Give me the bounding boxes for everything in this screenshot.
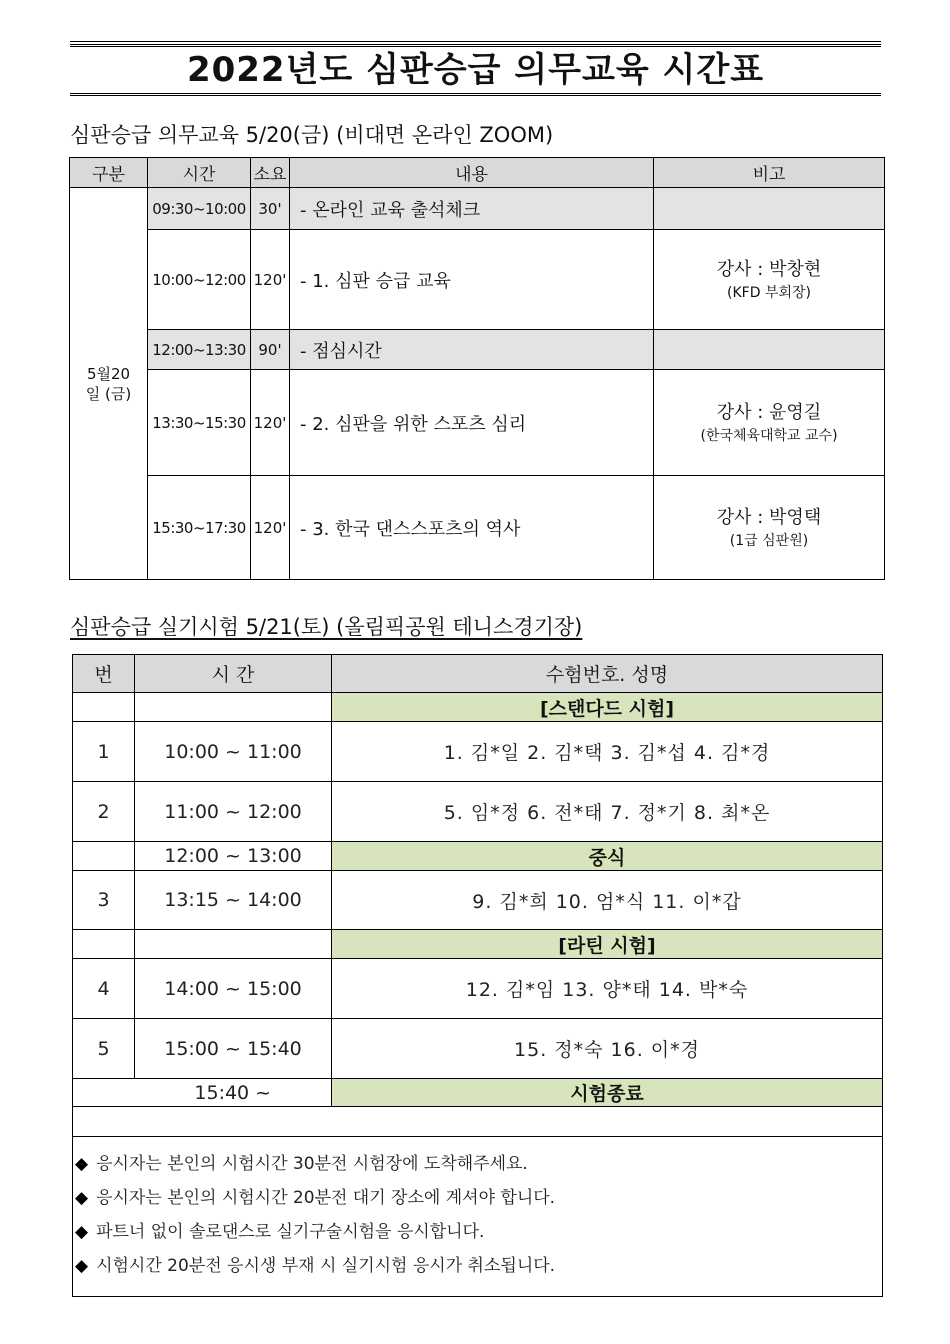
table-row: [73, 871, 883, 930]
header-examinees: 수험번호. 성명: [332, 655, 883, 693]
time-cell: 13:30~15:30: [148, 370, 251, 476]
row-time: 10:00 ~ 11:00: [135, 722, 332, 782]
time-cell: 12:00~13:30: [148, 330, 251, 370]
empty-cell: [73, 1079, 135, 1107]
note-item: [75, 1249, 882, 1283]
lunch-label: 중식: [332, 842, 883, 871]
header-time: 시간: [148, 158, 251, 188]
row-number: 5: [73, 1019, 135, 1079]
content-cell: - 1. 심판 승급 교육: [290, 230, 654, 330]
row-time: 11:00 ~ 12:00: [135, 782, 332, 842]
duration-cell: 90': [251, 330, 290, 370]
table-row: [70, 330, 885, 370]
row-number: 1: [73, 722, 135, 782]
duration-cell: 120': [251, 370, 290, 476]
duration-cell: 120': [251, 476, 290, 580]
row-number: 3: [73, 871, 135, 930]
lecturer-title: (한국체육대학교 교수): [700, 427, 838, 444]
diamond-icon: ◆: [75, 1256, 89, 1276]
table-row: [73, 693, 883, 722]
row-examinees: 15. 정*숙 16. 이*경: [332, 1019, 883, 1079]
row-number: 2: [73, 782, 135, 842]
education-schedule-table: [69, 157, 885, 580]
duration-cell: 30': [251, 188, 290, 230]
lecturer-title: (1급 심판원): [729, 532, 809, 549]
section1-heading: 심판승급 의무교육 5/20(금) (비대면 온라인 ZOOM): [70, 123, 554, 147]
content-cell: - 점심시간: [290, 330, 654, 370]
spacer-row: [73, 1107, 883, 1137]
content-cell: - 2. 심판을 위한 스포츠 심리: [290, 370, 654, 476]
header-number: 번: [73, 655, 135, 693]
header-category: 구분: [70, 158, 148, 188]
duration-cell: 120': [251, 230, 290, 330]
end-time: 15:40 ~: [135, 1079, 332, 1107]
header-content: 내용: [290, 158, 654, 188]
date-cell: [70, 188, 148, 580]
title-box: [70, 44, 881, 96]
section2-heading: 심판승급 실기시험 5/21(토) (올림픽공원 테니스경기장): [70, 615, 583, 639]
row-examinees: 12. 김*임 13. 양*태 14. 박*숙: [332, 959, 883, 1019]
table-row: [73, 722, 883, 782]
lecturer-title: (KFD 부회장): [727, 284, 811, 301]
lecturer-name: 강사 : 박창현: [716, 258, 822, 280]
page-title: 2022년도 심판승급 의무교육 시간표: [186, 50, 765, 90]
note-cell: [654, 370, 885, 476]
table-row: [70, 188, 885, 230]
exam-schedule-table: [72, 654, 883, 1297]
lecturer-name: 강사 : 박영택: [716, 506, 822, 528]
empty-cell: [73, 930, 135, 959]
note-cell: [654, 230, 885, 330]
note-item: [75, 1215, 882, 1249]
date-label: 5월20일 (금): [85, 364, 132, 403]
note-cell: [654, 476, 885, 580]
content-cell: - 3. 한국 댄스스포츠의 역사: [290, 476, 654, 580]
note-cell: [654, 330, 885, 370]
time-cell: 10:00~12:00: [148, 230, 251, 330]
table-row: [73, 930, 883, 959]
table-header-row: [70, 158, 885, 188]
row-time: 13:15 ~ 14:00: [135, 871, 332, 930]
standard-exam-label: [스탠다드 시험]: [332, 693, 883, 722]
exam-end-label: 시험종료: [332, 1079, 883, 1107]
table-row: [70, 476, 885, 580]
table-row: [73, 1079, 883, 1107]
empty-cell: [135, 693, 332, 722]
note-text: 응시자는 본인의 시험시간 30분전 시험장에 도착해주세요.: [96, 1154, 528, 1174]
diamond-icon: ◆: [75, 1188, 89, 1208]
table-row: [73, 1019, 883, 1079]
note-item: [75, 1147, 882, 1181]
empty-cell: [135, 930, 332, 959]
row-number: 4: [73, 959, 135, 1019]
table-row: [73, 842, 883, 871]
row-examinees: 1. 김*일 2. 김*택 3. 김*섭 4. 김*경: [332, 722, 883, 782]
lecturer-name: 강사 : 윤영길: [716, 401, 822, 423]
table-row: [70, 370, 885, 476]
empty-cell: [73, 693, 135, 722]
note-text: 응시자는 본인의 시험시간 20분전 대기 장소에 계셔야 합니다.: [96, 1188, 556, 1208]
notes-cell: [73, 1137, 883, 1297]
note-cell: [654, 188, 885, 230]
content-cell: - 온라인 교육 출석체크: [290, 188, 654, 230]
header-note: 비고: [654, 158, 885, 188]
row-examinees: 9. 김*희 10. 엄*식 11. 이*갑: [332, 871, 883, 930]
row-examinees: 5. 임*정 6. 전*태 7. 정*기 8. 최*온: [332, 782, 883, 842]
header-time: 시 간: [135, 655, 332, 693]
header-duration: 소요: [251, 158, 290, 188]
lunch-time: 12:00 ~ 13:00: [135, 842, 332, 871]
note-text: 파트너 없이 솔로댄스로 실기구술시험을 응시합니다.: [96, 1222, 485, 1242]
row-time: 14:00 ~ 15:00: [135, 959, 332, 1019]
latin-exam-label: [라틴 시험]: [332, 930, 883, 959]
note-text: 시험시간 20분전 응시생 부재 시 실기시험 응시가 취소됩니다.: [96, 1256, 556, 1276]
time-cell: 15:30~17:30: [148, 476, 251, 580]
time-cell: 09:30~10:00: [148, 188, 251, 230]
table-row: [73, 959, 883, 1019]
notes-row: [73, 1137, 883, 1297]
empty-cell: [73, 842, 135, 871]
table-header-row: [73, 655, 883, 693]
table-row: [70, 230, 885, 330]
row-time: 15:00 ~ 15:40: [135, 1019, 332, 1079]
diamond-icon: ◆: [75, 1222, 89, 1242]
empty-cell: [73, 1107, 883, 1137]
table-row: [73, 782, 883, 842]
note-item: [75, 1181, 882, 1215]
diamond-icon: ◆: [75, 1154, 89, 1174]
